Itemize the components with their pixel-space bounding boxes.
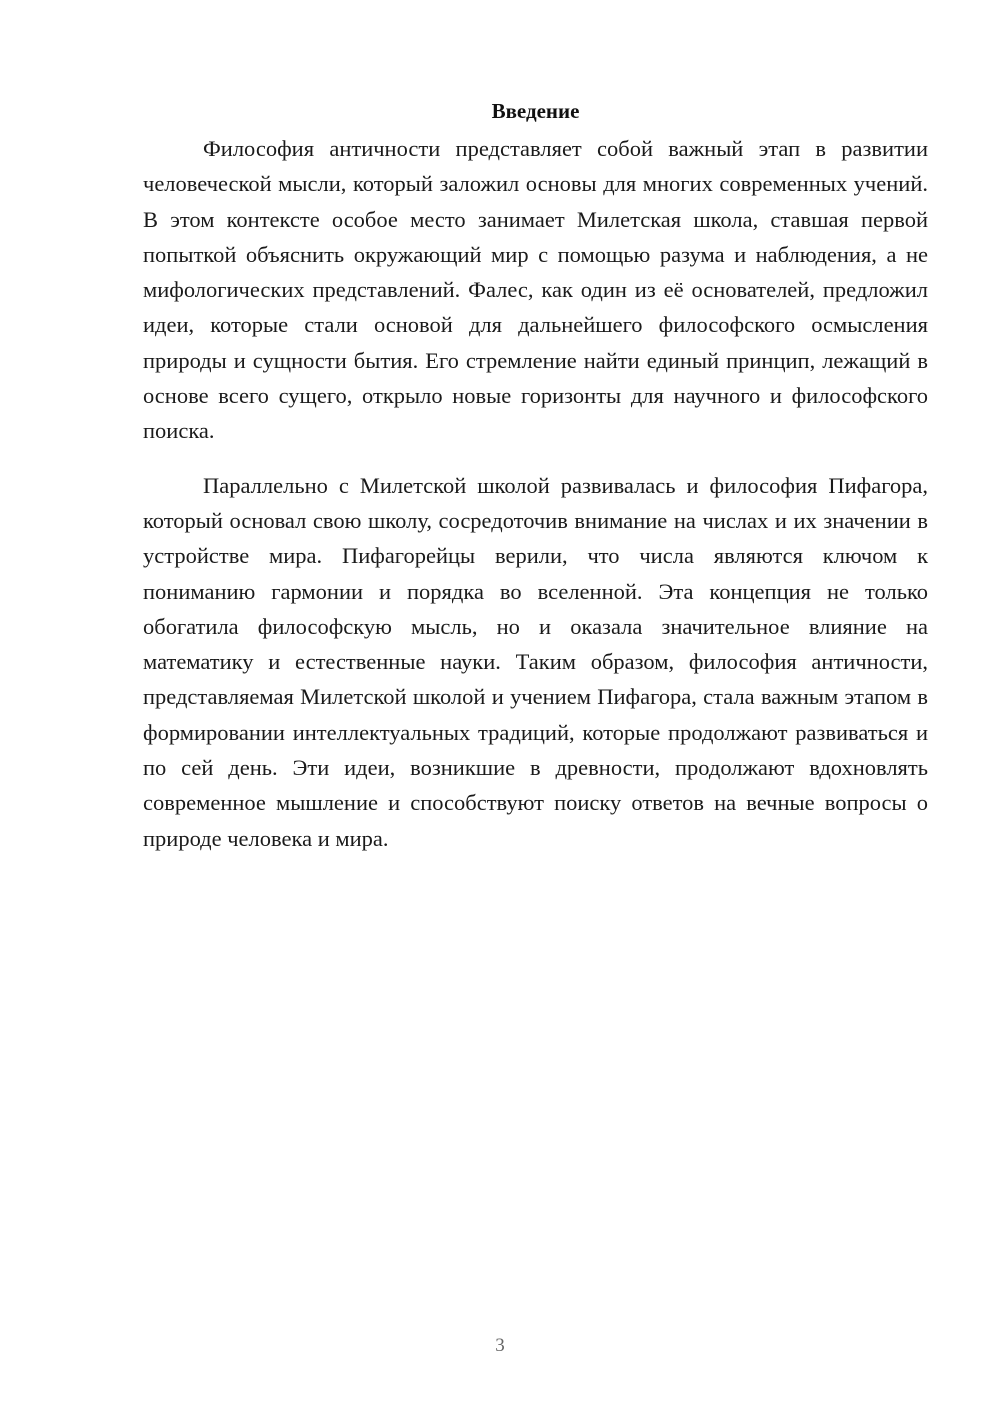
page-content: [143, 96, 928, 856]
page-number: 3: [495, 1335, 505, 1356]
section-heading: Введение: [491, 99, 580, 123]
paragraph-1: Философия античности представляет собой важный этап в развитии человеческой мысли, который заложил основы для многих современных учений. В этом контексте особое место занимает Милетская школа, ставшая первой попыткой объяснить окружающий мир с помощью разума и наблюдения, а не мифологических представлений. Фалес, как один из её основателей, предложил идеи, которые стали основой для дальнейшего философского осмысления природы и сущности бытия. Его стремление найти единый принцип, лежащий в основе всего сущего, открыло новые горизонты для научного и философского поиска.: [143, 136, 928, 444]
paragraph-2: Параллельно с Милетской школой развивалась и философия Пифагора, который основал свою школу, сосредоточив внимание на числах и их значении в устройстве мира. Пифагорейцы верили, что числа являются ключом к пониманию гармонии и порядка во вселенной. Эта концепция не только обогатила философскую мысль, но и оказала значительное влияние на математику и естественные науки. Таким образом, философия античности, представляемая Милетской школой и учением Пифагора, стала важным этапом в формировании интеллектуальных традиций, которые продолжают развиваться и по сей день. Эти идеи, возникшие в древности, продолжают вдохновлять современное мышление и способствуют поиску ответов на вечные вопросы о природе человека и мира.: [143, 472, 928, 851]
